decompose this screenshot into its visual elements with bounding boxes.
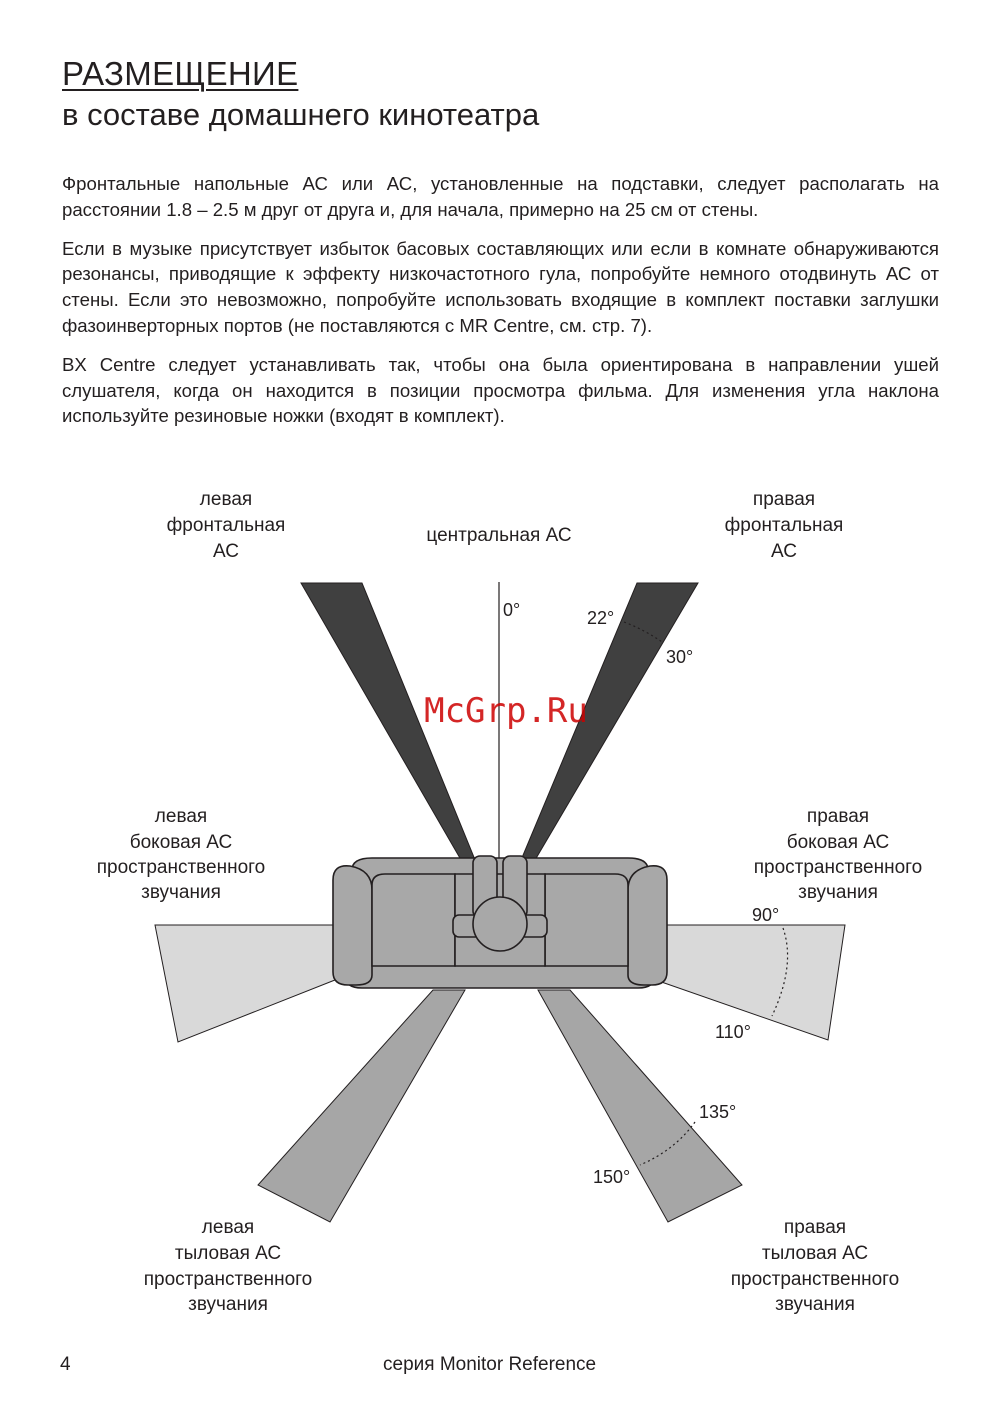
label-front-left: [167, 489, 286, 562]
rear-left-beam: [258, 990, 465, 1222]
sofa-cushion-right: [545, 874, 628, 966]
svg-text:тыловая АС: тыловая АС: [174, 1243, 282, 1264]
watermark: McGrp.Ru: [424, 691, 588, 731]
label-center: [426, 525, 571, 546]
svg-text:боковая АС: боковая АС: [786, 832, 890, 853]
angle-150-label: 150°: [593, 1167, 631, 1187]
svg-text:правая: правая: [806, 806, 870, 827]
svg-text:АС: АС: [771, 541, 797, 562]
paragraph-front-speakers: Фронтальные напольные АС или АС, установленные на подставки, следует располагать на расстоянии 1.8 – 2.5 м друг от друга и, для начала, примерно на 25 см от стены.: [62, 173, 939, 220]
sofa-cushion-left: [372, 874, 455, 966]
paragraph-bx-centre: BX Centre следует устанавливать так, чтобы она была ориентирована в направлении ушей слушателя, когда он находится в позиции просмотра фильма. Для изменения угла наклона используйте резиновые ножки (входят в комплект).: [62, 353, 939, 427]
sofa-arm-right: [628, 866, 667, 985]
label-rear-left: [144, 1217, 313, 1315]
svg-text:тыловая АС: тыловая АС: [761, 1243, 869, 1264]
svg-text:правая: правая: [752, 489, 816, 510]
svg-text:звучания: звучания: [188, 1294, 268, 1315]
svg-text:пространственного: пространственного: [753, 857, 923, 878]
svg-text:пространственного: пространственного: [730, 1269, 900, 1290]
sofa-arm-left: [333, 866, 372, 985]
svg-text:левая: левая: [154, 806, 208, 827]
page-title: РАЗМЕЩЕНИЕ: [62, 55, 299, 92]
side-left-beam: [155, 925, 340, 1042]
label-rear-right: [731, 1217, 900, 1315]
series-name: серия Monitor Reference: [383, 1354, 597, 1375]
svg-text:пространственного: пространственного: [96, 857, 266, 878]
svg-text:боковая АС: боковая АС: [129, 832, 233, 853]
svg-text:звучания: звучания: [775, 1294, 855, 1315]
paragraph-bass-resonance: Если в музыке присутствует избыток басовых составляющих или если в комнате обнаруживаются резонансы, приводящие к эффекту низкочастотного гула, попробуйте немного отодвинуть АС от стены. Если это невозможно, попробуйте использовать входящие в комплект поставки заглушки фазоинверторных портов (не поставляются с MR Centre, см. стр. 7).: [62, 237, 939, 336]
svg-text:центральная АС: центральная АС: [426, 525, 572, 546]
svg-text:АС: АС: [213, 541, 239, 562]
svg-text:пространственного: пространственного: [143, 1269, 313, 1290]
svg-text:левая: левая: [199, 489, 253, 510]
listener-head: [473, 897, 527, 951]
page-number: 4: [60, 1354, 71, 1375]
page-subtitle: в составе домашнего кинотеатра: [62, 97, 540, 132]
angle-0-label: 0°: [503, 600, 521, 620]
label-front-right: [725, 489, 844, 562]
angle-110-label: 110°: [715, 1022, 751, 1042]
svg-text:правая: правая: [783, 1217, 847, 1238]
svg-text:звучания: звучания: [141, 882, 221, 903]
angle-135-label: 135°: [699, 1102, 737, 1122]
svg-text:фронтальная: фронтальная: [724, 515, 844, 536]
label-side-left: [97, 806, 266, 903]
angle-22-label: 22°: [587, 608, 615, 628]
angle-30-label: 30°: [666, 647, 694, 667]
svg-text:левая: левая: [201, 1217, 255, 1238]
label-side-right: [754, 806, 923, 903]
svg-text:фронтальная: фронтальная: [166, 515, 286, 536]
angle-90-label: 90°: [752, 905, 780, 925]
svg-text:звучания: звучания: [798, 882, 878, 903]
